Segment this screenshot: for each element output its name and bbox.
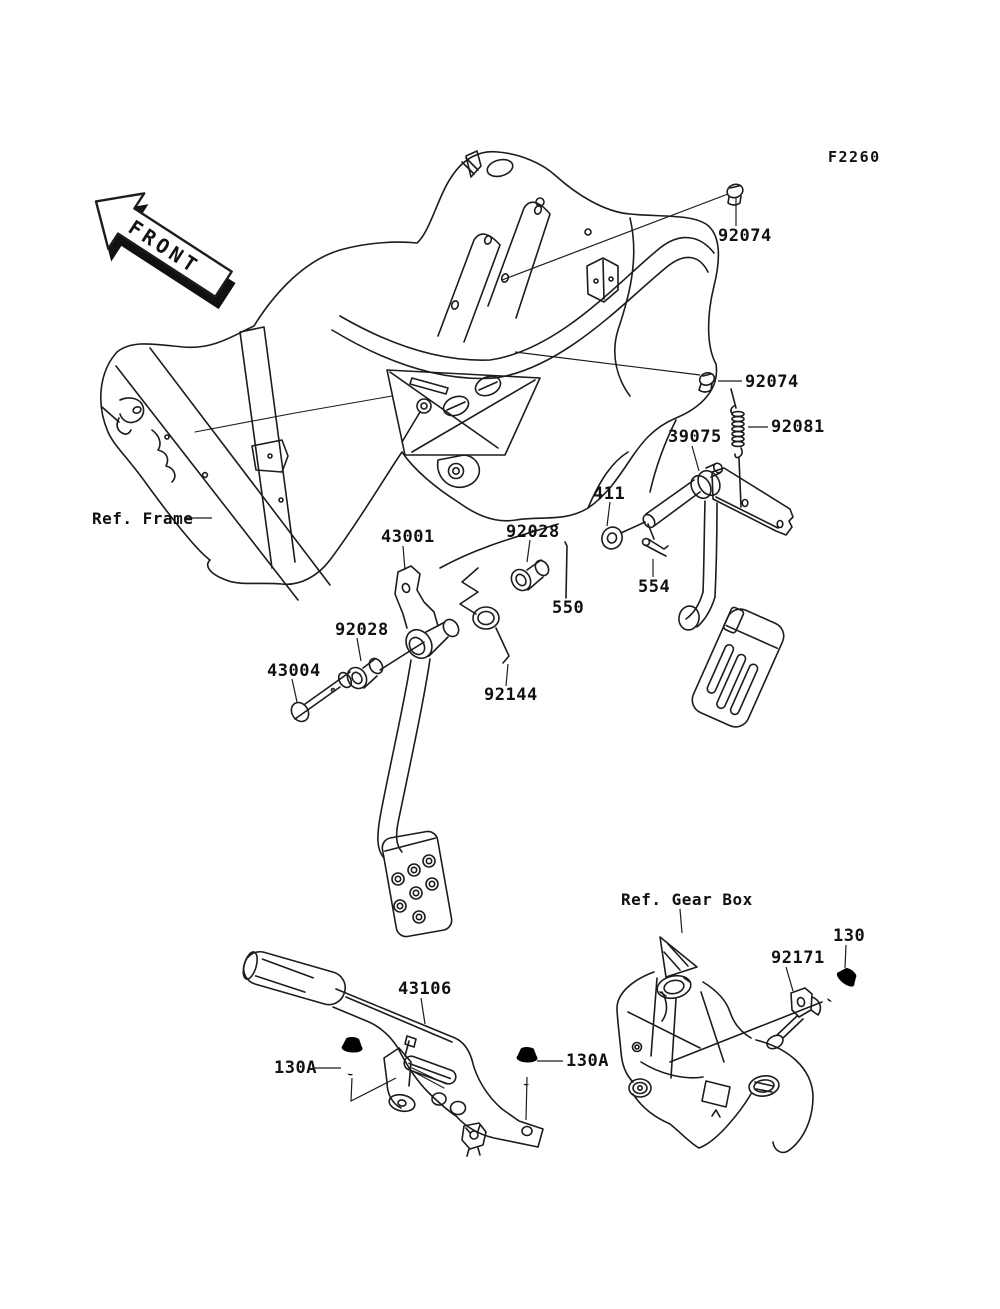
clamp-92171: [670, 988, 822, 1062]
bolt-130: [820, 964, 860, 1007]
lever-grip: [240, 948, 349, 1008]
bolt-130a-left: [340, 1036, 364, 1076]
bolt-92074-upper: [725, 182, 744, 205]
part-label-92028-upper: 92028: [506, 522, 560, 542]
part-label-43004: 43004: [267, 661, 321, 681]
part-label-43106: 43106: [398, 979, 452, 999]
front-arrow: [74, 174, 249, 324]
bolt-92074-lower: [698, 371, 716, 392]
throttle-pad: [688, 605, 788, 732]
brake-pedal-assembly: [378, 566, 462, 938]
part-label-550: 550: [552, 598, 585, 618]
part-label-39075: 39075: [668, 427, 722, 447]
part-label-130: 130: [833, 926, 866, 946]
part-label-92171: 92171: [771, 948, 825, 968]
part-label-92074-lower: 92074: [745, 372, 799, 392]
cotter-pin-554: [643, 524, 669, 556]
part-label-130A-left: 130A: [274, 1058, 317, 1078]
front-label: FRONT: [124, 215, 205, 279]
part-label-554: 554: [638, 577, 671, 597]
pedal-spring-92144: [460, 568, 509, 663]
pad-grommets: [392, 855, 438, 923]
ref-frame-label: Ref. Frame: [92, 509, 194, 528]
part-label-43001: 43001: [381, 527, 435, 547]
pin-550: [565, 542, 567, 598]
part-label-92144: 92144: [484, 685, 538, 705]
figure-code: F2260: [828, 148, 881, 166]
ref-gearbox-label: Ref. Gear Box: [621, 890, 753, 909]
ratchet-pawl: [462, 1123, 486, 1149]
part-label-92081: 92081: [771, 417, 825, 437]
leader-lines: [184, 194, 846, 1120]
washer-411: [599, 522, 645, 552]
parking-brake-lever: [240, 948, 543, 1156]
part-label-92028-lower: 92028: [335, 620, 389, 640]
bushing-92028-lower: [344, 642, 424, 692]
part-label-92074-upper: 92074: [718, 226, 772, 246]
part-label-411: 411: [593, 484, 626, 504]
bushing-92028-upper: [508, 558, 552, 594]
return-spring-92081: [731, 389, 744, 507]
part-label-130A-right: 130A: [566, 1051, 609, 1071]
